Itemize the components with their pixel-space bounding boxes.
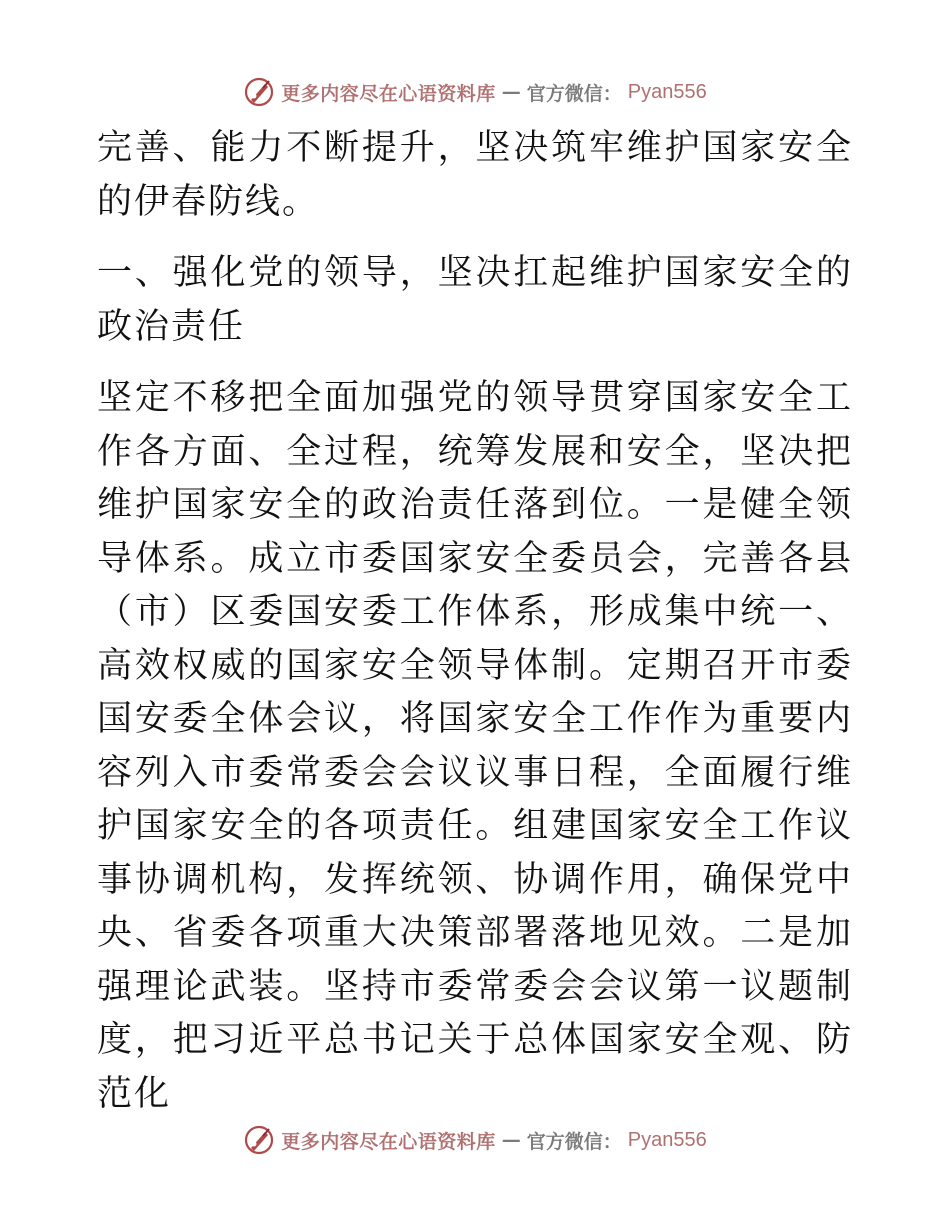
watermark-group [243,1124,707,1156]
watermark-wechat-id: Pyan556 [627,1128,707,1151]
watermark-separator: — [501,1129,521,1151]
body-paragraph: 坚定不移把全面加强党的领导贯穿国家安全工作各方面、全过程，统筹发展和安全，坚决把维护国家安全的政治责任落到位。一是健全领导体系。成立市委国家安全委员会，完善各县（市）区委国安委工作体系，形成集中统一、高效权威的国家安全领导体制。定期召开市委国安委全体会议，将国家安全工作作为重要内容列入市委常委会会议议事日程，全面履行维护国家安全的各项责任。组建国家安全工作议事协调机构，发挥统领、协调作用，确保党中央、省委各项重大决策部署落地见效。二是加强理论武装。坚持市委常委会会议第一议题制度，把习近平总书记关于总体国家安全观、防范化 [97,378,853,1114]
header-watermark [0,72,950,112]
feather-pen-logo-icon [243,76,275,108]
intro-paragraph: 完善、能力不断提升，坚决筑牢维护国家安全的伊春防线。 [97,128,853,222]
watermark-site-text: 更多内容尽在心语资料库 [281,82,496,105]
watermark-wechat-id: Pyan556 [627,80,707,103]
document-body [97,122,853,1121]
watermark-separator: — [501,81,521,103]
footer-watermark [0,1120,950,1160]
section-heading: 一、强化党的领导，坚决扛起维护国家安全的政治责任 [97,253,853,347]
feather-pen-logo-icon [243,1124,275,1156]
watermark-group [243,76,707,108]
watermark-wechat-label: 官方微信： [526,1130,622,1153]
watermark-wechat-label: 官方微信： [526,82,622,105]
watermark-site-text: 更多内容尽在心语资料库 [281,1130,496,1153]
